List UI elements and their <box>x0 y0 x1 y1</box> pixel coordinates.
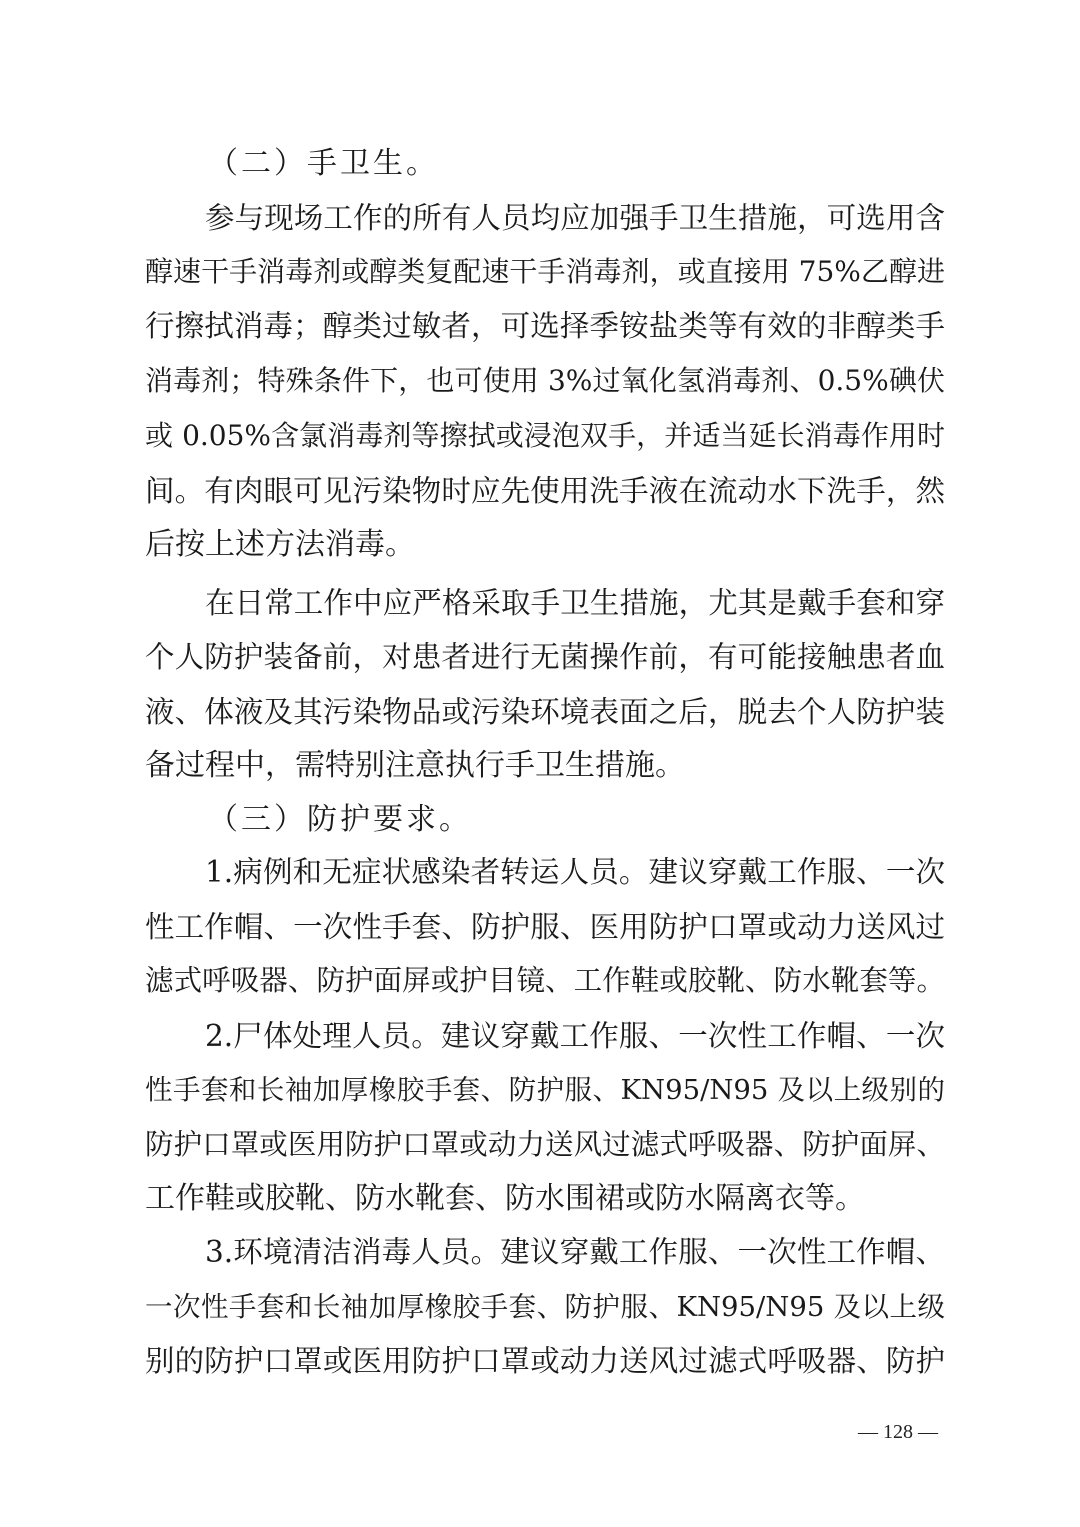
paragraph-line: 参与现场工作的所有人员均应加强手卫生措施，可选用含 <box>205 201 945 235</box>
paragraph-line: 个人防护装备前，对患者进行无菌操作前，有可能接触患者血 <box>145 640 945 674</box>
paragraph-line: 别的防护口罩或医用防护口罩或动力送风过滤式呼吸器、防护 <box>145 1344 945 1378</box>
paragraph-line: 防护口罩或医用防护口罩或动力送风过滤式呼吸器、防护面屏、 <box>145 1128 945 1161</box>
paragraph-line: 醇速干手消毒剂或醇类复配速干手消毒剂，或直接用 75%乙醇进 <box>145 255 945 288</box>
paragraph-line: 一次性手套和长袖加厚橡胶手套、防护服、KN95/N95 及以上级 <box>145 1291 945 1323</box>
section-heading-protection-requirements: （三）防护要求。 <box>208 802 472 837</box>
paragraph-line: 或 0.05%含氯消毒剂等擦拭或浸泡双手，并适当延长消毒作用时 <box>145 419 945 452</box>
paragraph-line: 在日常工作中应严格采取手卫生措施，尤其是戴手套和穿 <box>205 586 945 620</box>
paragraph-line: 消毒剂；特殊条件下，也可使用 3%过氧化氢消毒剂、0.5%碘伏 <box>145 364 945 397</box>
paragraph-line: 性手套和长袖加厚橡胶手套、防护服、KN95/N95 及以上级别的 <box>145 1074 945 1106</box>
paragraph-line: 滤式呼吸器、防护面屏或护目镜、工作鞋或胶靴、防水靴套等。 <box>145 964 945 997</box>
paragraph-line: 性工作帽、一次性手套、防护服、医用防护口罩或动力送风过 <box>145 910 945 944</box>
paragraph-line: 3.环境清洁消毒人员。建议穿戴工作服、一次性工作帽、 <box>205 1235 945 1269</box>
paragraph-line: 备过程中，需特别注意执行手卫生措施。 <box>145 748 685 783</box>
paragraph-line: 行擦拭消毒；醇类过敏者，可选择季铵盐类等有效的非醇类手 <box>145 309 945 343</box>
paragraph-line: 后按上述方法消毒。 <box>145 527 415 562</box>
paragraph-line: 1.病例和无症状感染者转运人员。建议穿戴工作服、一次 <box>205 855 945 889</box>
section-heading-hand-hygiene: （二）手卫生。 <box>208 146 439 181</box>
paragraph-line: 工作鞋或胶靴、防水靴套、防水围裙或防水隔离衣等。 <box>145 1181 865 1216</box>
paragraph-line: 间。有肉眼可见污染物时应先使用洗手液在流动水下洗手，然 <box>145 474 945 508</box>
paragraph-line: 液、体液及其污染物品或污染环境表面之后，脱去个人防护装 <box>145 695 945 729</box>
page-number: — 128 — <box>858 1421 938 1443</box>
paragraph-line: 2.尸体处理人员。建议穿戴工作服、一次性工作帽、一次 <box>205 1019 945 1053</box>
